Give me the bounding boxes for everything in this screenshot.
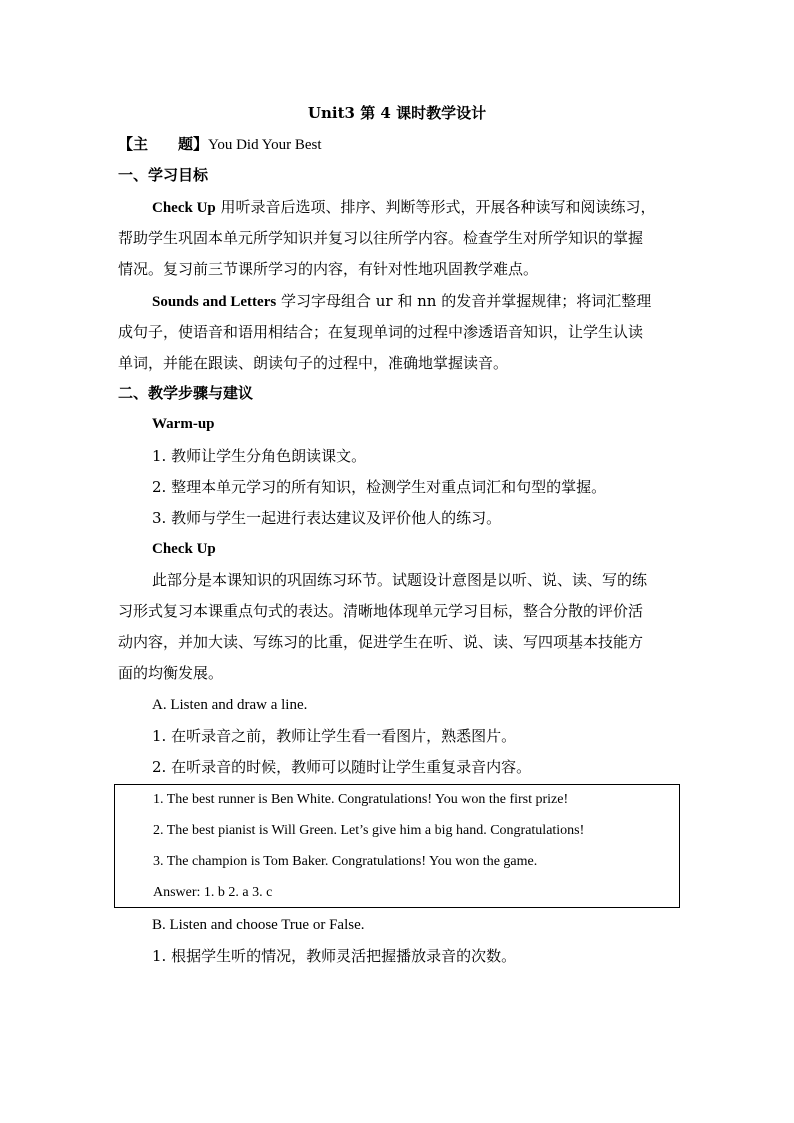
topic-line [118, 134, 322, 155]
checkup-para-line1: 此部分是本课知识的巩固练习环节。试题设计意图是以听、说、读、写的练 [152, 571, 648, 589]
checkup-para-line2: 习形式复习本课重点句式的表达。清晰地体现单元学习目标，整合分散的评价活 [118, 602, 644, 620]
script-line-1: 1. The best runner is Ben White. Congratulations! You won the first prize! [153, 792, 569, 807]
part-a-heading: A. Listen and draw a line. [152, 697, 308, 713]
p1-line1-text: 用听录音后选项、排序、判断等形式，开展各种读写和阅读练习， [215, 198, 656, 216]
part-a-item-2: 2. 在听录音的时候，教师可以随时让学生重复录音内容。 [152, 758, 532, 776]
topic-value: You Did Your Best [208, 137, 322, 153]
script-line-2: 2. The best pianist is Will Green. Let’s give him a big hand. Congratulations! [153, 823, 585, 838]
p2-line1-text: 学习字母组合 ur 和 nn 的发音并掌握规律；将词汇整理 [276, 292, 652, 310]
section2-heading: 二、教学步骤与建议 [118, 384, 254, 402]
section1-p2-line3: 单词，并能在跟读、朗读句子的过程中，准确地掌握读音。 [118, 354, 509, 372]
warmup-item-2: 2. 整理本单元学习的所有知识，检测学生对重点词汇和句型的掌握。 [152, 478, 607, 496]
warmup-item-3: 3. 教师与学生一起进行表达建议及评价他人的练习。 [152, 509, 502, 527]
section1-p1-line1 [152, 197, 656, 218]
sounds-lead: Sounds and Letters [152, 294, 277, 310]
checkup-heading: Check Up [152, 541, 216, 557]
section1-p2-line2: 成句子，使语音和语用相结合；在复现单词的过程中渗透语音知识，让学生认读 [118, 323, 644, 341]
listening-script-box [114, 784, 680, 908]
part-b-heading: B. Listen and choose True or False. [152, 917, 365, 933]
section1-p2-line1 [152, 291, 651, 312]
section1-heading: 一、学习目标 [118, 166, 209, 184]
topic-label: 【主 题】 [118, 135, 209, 153]
answer-line: Answer: 1. b 2. a 3. c [153, 885, 273, 900]
part-b-item-1: 1. 根据学生听的情况，教师灵活把握播放录音的次数。 [152, 947, 517, 965]
warmup-item-1: 1. 教师让学生分角色朗读课文。 [152, 447, 367, 465]
checkup-para-line3: 动内容，并加大读、写练习的比重，促进学生在听、说、读、写四项基本技能方 [118, 633, 644, 651]
page-title: Unit3 第 4 课时教学设计 [307, 104, 487, 122]
section1-p1-line3: 情况。复习前三节课所学习的内容，有针对性地巩固教学难点。 [118, 260, 539, 278]
script-line-3: 3. The champion is Tom Baker. Congratulations! You won the game. [153, 854, 538, 869]
part-a-item-1: 1. 在听录音之前，教师让学生看一看图片，熟悉图片。 [152, 727, 517, 745]
checkup-para-line4: 面的均衡发展。 [118, 664, 224, 682]
checkup-lead: Check Up [152, 200, 216, 216]
section1-p1-line2: 帮助学生巩固本单元所学知识并复习以往所学内容。检查学生对所学知识的掌握 [118, 229, 644, 247]
warmup-heading: Warm-up [152, 416, 215, 432]
